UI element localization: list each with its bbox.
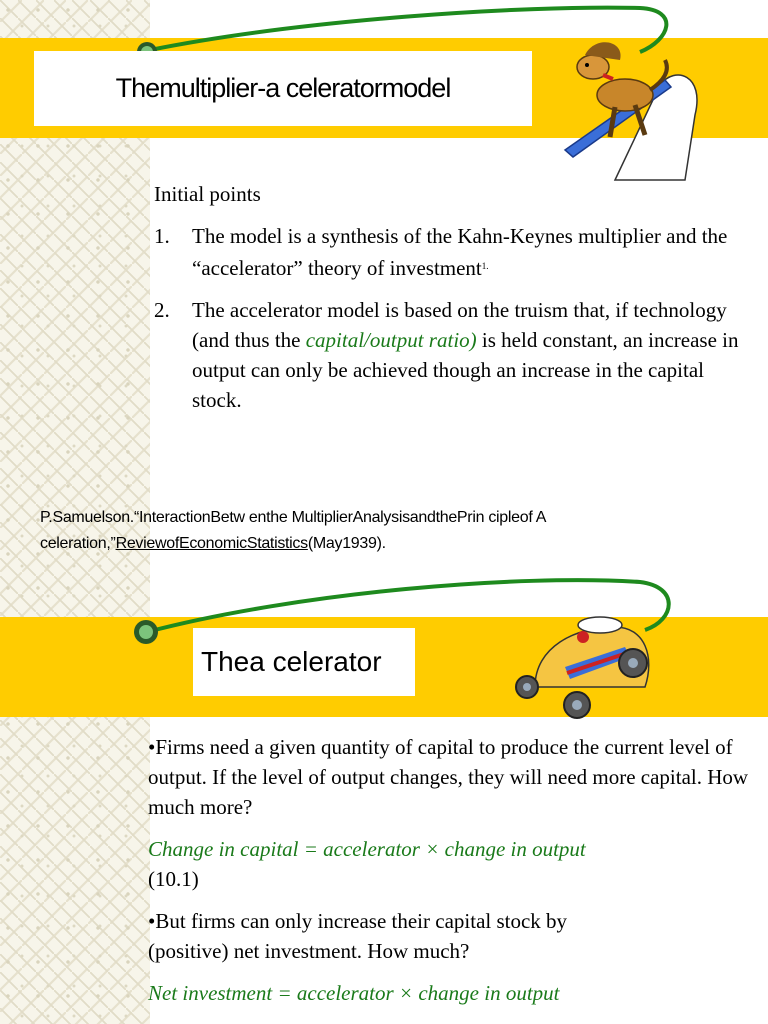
intro-text: Initial points bbox=[154, 182, 261, 206]
slide-title: Thea celerator bbox=[193, 628, 415, 696]
reference-text: P.Samuelson.“InteractionBetw enthe MultiplierAnalysisandthePrin cipleof A celeration,” bbox=[40, 509, 546, 552]
paragraph-2: •But firms can only increase their capital stock by (positive) net investment. How much? bbox=[148, 909, 568, 963]
point-number: 2. bbox=[154, 298, 170, 322]
footnote-marker: 1. bbox=[481, 261, 489, 271]
slide-title: Themultiplier-a celeratormodel bbox=[34, 51, 532, 126]
highlight-term: capital/output ratio) bbox=[305, 328, 477, 352]
reference-date: (May1939). bbox=[307, 535, 386, 552]
slide-2-body bbox=[148, 732, 753, 1008]
list-item bbox=[154, 221, 744, 283]
point-text-after: is held constant, an increase in output can only be achieved though an increase in the capital stock. bbox=[192, 328, 739, 412]
race-car-icon bbox=[515, 607, 665, 722]
point-text-before: The accelerator model is based on the truism that, if technology (and thus the bbox=[192, 298, 727, 352]
equation-1: Change in capital = accelerator × change in output bbox=[148, 837, 586, 861]
slide-2 bbox=[0, 512, 768, 1024]
equation-2: Net investment = accelerator × change in output bbox=[148, 981, 560, 1005]
list-item bbox=[154, 295, 744, 415]
journal-name: ReviewofEconomicStatistics bbox=[115, 535, 308, 552]
point-number: 1. bbox=[154, 224, 170, 248]
slide-1-body bbox=[154, 179, 744, 427]
equation-1-number: (10.1) bbox=[148, 867, 199, 891]
paragraph-1: •Firms need a given quantity of capital to produce the current level of output. If the level of output changes, they will need more capital. How much more? bbox=[148, 735, 749, 819]
dog-snowboard-icon bbox=[555, 25, 705, 185]
point-text: The model is a synthesis of the Kahn-Keynes multiplier and the “accelerator” theory of investment bbox=[192, 224, 728, 280]
points-list bbox=[154, 221, 744, 415]
